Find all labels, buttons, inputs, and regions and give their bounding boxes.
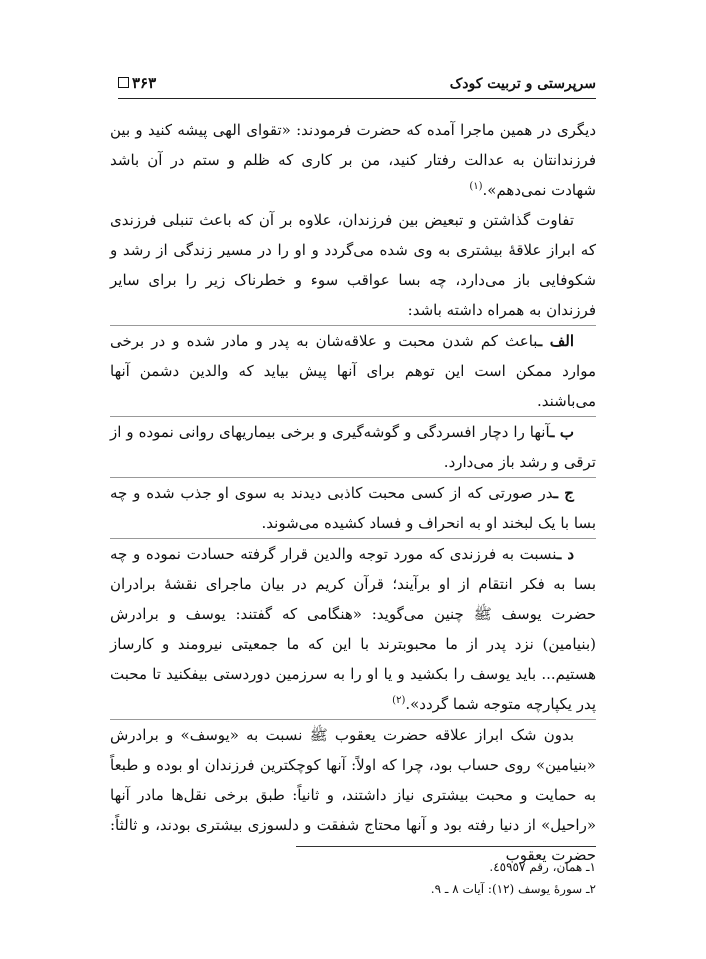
footnotes <box>110 856 596 900</box>
item-letter: د ـ <box>556 545 574 563</box>
paragraph-text: باعث کم شدن محبت و علاقه‌شان به پدر و مادر شده و در برخی موارد ممکن است این توهم برای آنها پیش بیاید که والدین دشمن آنها می‌باشند. <box>110 332 596 410</box>
square-icon <box>118 77 129 88</box>
page-header <box>118 72 596 99</box>
page-number <box>118 74 156 92</box>
item-letter: ب ـ <box>550 423 574 441</box>
footnote-1: ۱ـ همان، رقم ٤٥٩٥٧. <box>489 860 596 874</box>
item-letter: ج ـ <box>553 484 574 502</box>
footnote-divider <box>296 846 596 847</box>
running-title: سرپرستی و تربیت کودک <box>449 76 596 92</box>
body-text <box>110 115 596 870</box>
footnote-ref-1: (۱) <box>469 181 483 192</box>
footnote-ref-2: (۲) <box>392 695 406 706</box>
paragraph-alef <box>110 325 596 416</box>
paragraph-text: بدون شک ابراز علاقه حضرت یعقوب ﷺ نسبت به «یوسف» و برادرش «بنیامین» روی حساب بود، چرا که اولاً: آنها کوچکترین فرزندان او بوده و طبعاً به حمایت و محبت بیشتری نیاز داشتند، و ثانیاً: طبق برخی نقل‌ها مادر آنها «راحیل» از دنیا رفته بود و آنها محتاج شفقت و دلسوزی بیشتری بودند، و ثالثاً: حضرت یعقوب <box>110 726 596 864</box>
paragraph-text: نسبت به فرزندی که مورد توجه والدین قرار گرفته حسادت نموده و چه بسا به فکر انتقام از او برآیند؛ قرآن کریم در بیان ماجرای نقشهٔ برادران حضرت یوسف ﷺ چنین می‌گوید: «هنگامی که گفتند: یوسف و برادرش (بنیامین) نزد پدر از ما محبوبترند با این که ما جمعیتی نیرومند و کارساز هستیم... باید یوسف را بکشید و یا او را به سرزمین دوردستی بیفکنید تا محبت پدر یکپارچه متوجه شما گردد». <box>110 545 596 713</box>
paragraph-be <box>110 416 596 477</box>
paragraph-2 <box>110 205 596 325</box>
paragraph-text: تفاوت گذاشتن و تبعیض بین فرزندان، علاوه بر آن که باعث تنبلی فرزندی که ابراز علاقهٔ بیشتری به وی شده می‌گردد و او را در مسیر زندگی از رشد و شکوفایی باز می‌دارد، چه بسا عواقب سوء و خطرناک زیر را برای سایر فرزندان به همراه داشته باشد: <box>110 211 596 319</box>
paragraph-text: دیگری در همین ماجرا آمده که حضرت فرمودند: «تقوای الهی پیشه کنید و بین فرزندانتان به عدالت رفتار کنید، من بر کاری که ظلم و ستم در آن باشد شهادت نمی‌دهم». <box>110 121 596 199</box>
paragraph-text: آنها را دچار افسردگی و گوشه‌گیری و برخی بیماریهای روانی نموده و از ترقی و رشد باز می‌دارد. <box>110 423 596 471</box>
footnote-2: ۲ـ سورهٔ یوسف (۱۲): آیات ۸ ـ ۹. <box>430 882 596 896</box>
item-letter: الف ـ <box>537 332 574 350</box>
page-number-text: ۳۶۳ <box>132 74 157 92</box>
paragraph-jim <box>110 477 596 538</box>
paragraph-text: در صورتی که از کسی محبت کاذبی دیدند به سوی او جذب شده و چه بسا با یک لبخند او به انحراف و فساد کشیده می‌شوند. <box>110 484 596 532</box>
paragraph-dal <box>110 538 596 719</box>
paragraph-1 <box>110 115 596 205</box>
paragraph-last <box>110 719 596 870</box>
